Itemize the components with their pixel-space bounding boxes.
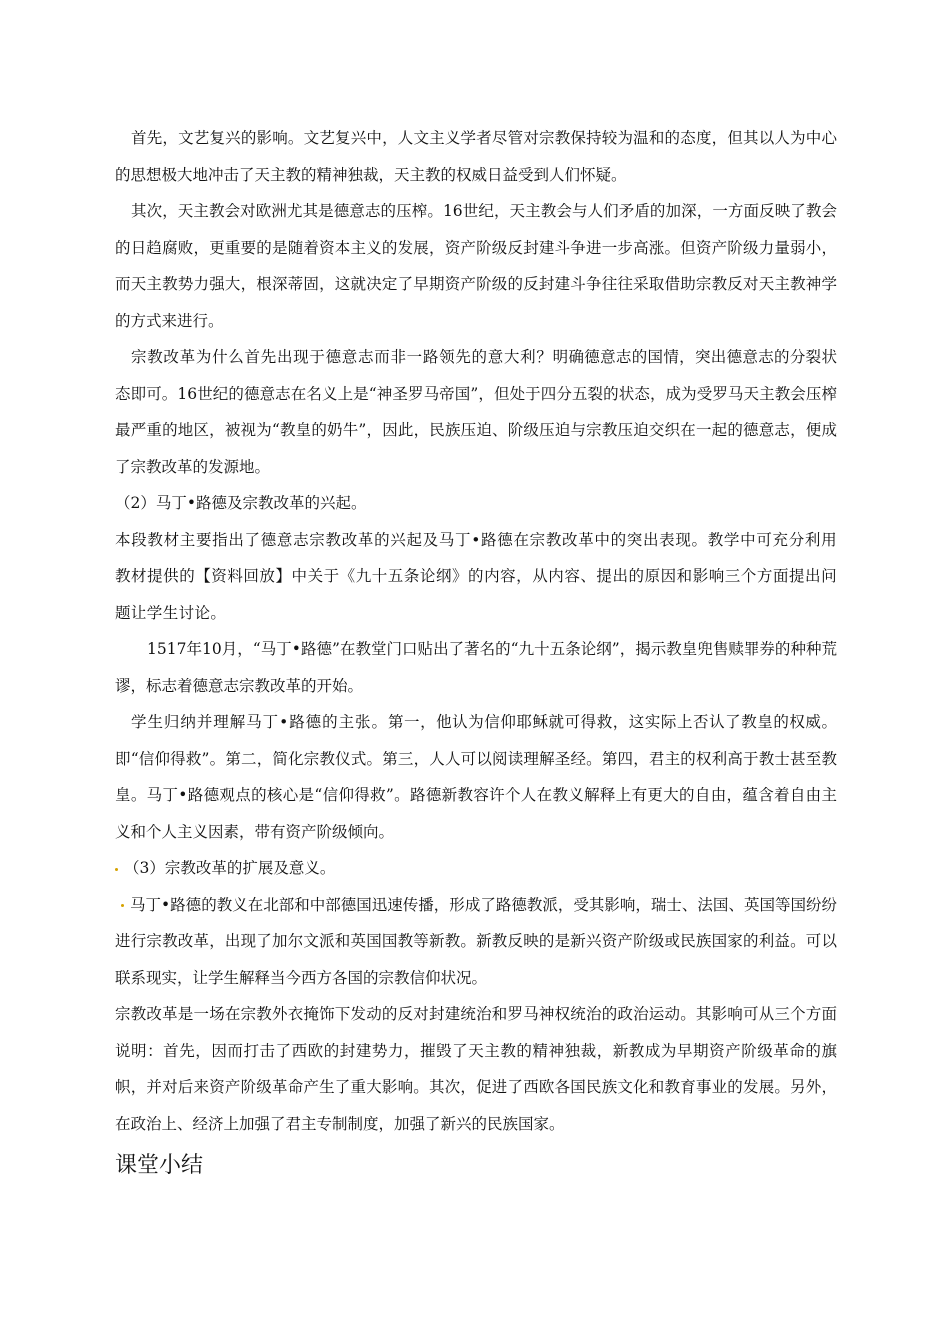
section-heading-3 [115, 850, 837, 887]
paragraph-text: 明确德意志的国情，突出德意志的分裂状态即可。16世纪的德意志在名义上是“神圣罗马帝国”，但处于四分五裂的状态，成为受罗马天主教会压榨最严重的地区，被视为“教皇的奶牛”，因此，民族压迫、阶级压迫与宗教压迫交织在一起的德意志，便成了宗教改革的发源地。 [115, 348, 837, 476]
paragraph-text: 马丁•路德的教义在北部和中部德国迅速传播，形成了路德教派，受其影响，瑞士、法国、英国等国纷纷进行宗教改革，出现了加尔文派和英国国教等新教。新教反映的是新兴资产阶级或民族国家的利益。可以联系现实，让学生解释当今西方各国的宗教信仰状况。 [115, 895, 837, 987]
paragraph-significance: 宗教改革是一场在宗教外衣掩饰下发动的反对封建统治和罗马神权统治的政治运动。其影响可从三个方面说明：首先，因而打击了西欧的封建势力，摧毁了天主教的精神独裁，新教成为早期资产阶级革命的旗帜，并对后来资产阶级革命产生了重大影响。其次，促进了西欧各国民族文化和教育事业的发展。另外，在政治上、经济上加强了君主专制制度，加强了新兴的民族国家。 [115, 1005, 837, 1133]
summary-heading: 课堂小结 [115, 1153, 204, 1178]
paragraph-why-germany [115, 339, 837, 485]
paragraph-text: 第一，他认为信仰耶稣就可得救，这实际上否认了教皇的权威。即“信仰得救”。第二，简化宗教仪式。第三，人人可以阅读理解圣经。第四，君主的权利高于教士甚至教皇。马丁•路德观点的核心是“信仰得救”。路德新教容许个人在教义解释上有更大的自由，蕴含着自由主义和个人主义因素，带有资产阶级倾向。 [115, 713, 837, 841]
paragraph-1517: 1517年10月，“马丁•路德”在教堂门口贴出了著名的“九十五条论纲”，揭示教皇兜售赎罪券的种种荒谬，标志着德意志宗教改革的开始。 [115, 640, 837, 695]
paragraph-teaching-note: 本段教材主要指出了德意志宗教改革的兴起及马丁•路德在宗教改革中的突出表现。教学中可充分利用教材提供的【资料回放】中关于《九十五条论纲》的内容，从内容、提出的原因和影响三个方面提出问题让学生讨论。 [115, 530, 837, 622]
section-heading-2: （2）马丁•路德及宗教改革的兴起。 [115, 494, 367, 512]
document-body [115, 120, 837, 1186]
marker-dot [115, 868, 118, 871]
paragraph-renaissance: 首先，文艺复兴的影响。文艺复兴中，人文主义学者尽管对宗教保持较为温和的态度，但其以人为中心的思想极大地冲击了天主教的精神独裁，天主教的权威日益受到人们怀疑。 [115, 129, 837, 184]
paragraph-church-oppression: 其次，天主教会对欧洲尤其是德意志的压榨。16世纪，天主教会与人们矛盾的加深，一方面反映了教会的日趋腐败，更重要的是随着资本主义的发展，资产阶级反封建斗争进一步高涨。但资产阶级力量弱小，而天主教势力强大，根深蒂固，这就决定了早期资产阶级的反封建斗争往往采取借助宗教反对天主教神学的方式来进行。 [115, 202, 837, 330]
paragraph-luther-ideas [115, 704, 837, 850]
marker-dot [121, 904, 124, 907]
handwritten-prompt: 学生归纳并理解马丁•路德的主张。 [131, 713, 388, 731]
section-heading-3-text: （3）宗教改革的扩展及意义。 [124, 859, 336, 877]
handwritten-question: 宗教改革为什么首先出现于德意志而非一路领先的意大利？ [131, 348, 553, 366]
paragraph-spread [115, 887, 837, 997]
